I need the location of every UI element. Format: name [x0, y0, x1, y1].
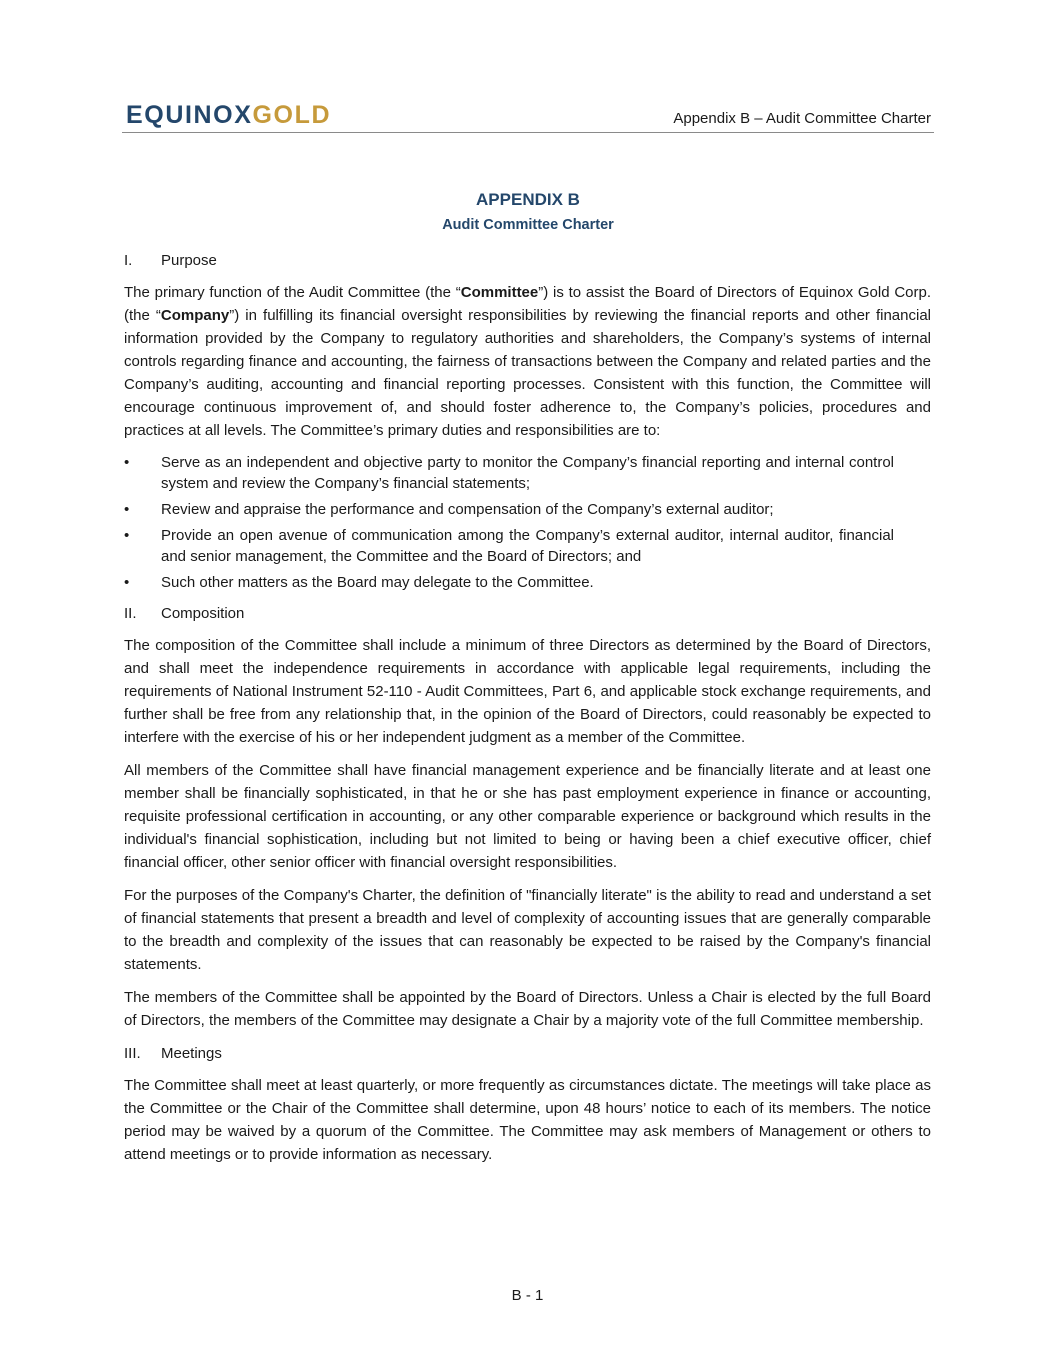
composition-paragraph: For the purposes of the Company's Charter, the definition of "financially literate" is the ability to read and understand a set of financial statements that present a breadth and level of complexity of accounting issues that are generally comparable to the breadth and complexity of the issues that can reasonably be expected to be raised by the Company's financial statements.	[124, 887, 931, 973]
bullet-icon: •	[124, 501, 130, 518]
page-header	[122, 100, 934, 133]
section-heading-meetings	[124, 1042, 931, 1065]
list-item	[124, 525, 931, 567]
text-run: The primary function of the Audit Committee (the “	[124, 284, 461, 301]
list-item	[124, 499, 931, 520]
list-item-text: Such other matters as the Board may delegate to the Committee.	[161, 574, 594, 591]
bullet-icon: •	[124, 527, 130, 544]
header-title: Appendix B – Audit Committee Charter	[673, 110, 931, 127]
section-number: III.	[124, 1045, 141, 1062]
meetings-paragraph: The Committee shall meet at least quarterly, or more frequently as circumstances dictate. The meetings will take place as the Committee or the Chair of the Committee shall determine, upon 48 hours’ notice to each of its members. The notice period may be waived by a quorum of the Committee. The Committee may ask members of Management or others to attend meetings or to provide information as necessary.	[124, 1077, 931, 1163]
section-heading-purpose	[124, 249, 931, 272]
equinox-gold-logo	[126, 102, 331, 128]
text-run: ”) in fulfilling its financial oversight responsibilities by reviewing the financial reports and other financial information provided by the Company to regulatory authorities and shareholders, the Company’s systems of internal controls regarding finance and accounting, the fairness of transactions between the Company and related parties and the Company’s auditing, accounting and financial reporting processes. Consistent with this function, the Committee will encourage continuous improvement of, and should foster adherence to, the Company’s policies, procedures and practices at all levels. The Committee’s primary duties and responsibilities are to:	[124, 307, 931, 439]
list-item-text: Review and appraise the performance and compensation of the Company’s external auditor;	[161, 501, 774, 518]
page-number: B - 1	[511, 1287, 544, 1304]
list-item-text: Serve as an independent and objective party to monitor the Company’s financial reporting and internal control system and review the Company’s financial statements;	[161, 454, 894, 492]
section-number: I.	[124, 252, 133, 269]
duties-list	[124, 452, 931, 593]
document-title: APPENDIX B	[476, 190, 580, 209]
bullet-icon: •	[124, 574, 130, 591]
list-item	[124, 572, 931, 593]
logo-text-gold: GOLD	[252, 101, 332, 129]
list-item	[124, 452, 931, 494]
bullet-icon: •	[124, 454, 130, 471]
document-subtitle: Audit Committee Charter	[442, 217, 614, 233]
defined-term-company: Company	[160, 307, 230, 324]
title-block	[122, 189, 934, 236]
section-title: Meetings	[161, 1045, 222, 1062]
composition-paragraph: The composition of the Committee shall include a minimum of three Directors as determined by the Board of Directors, and shall meet the independence requirements in accordance with applicable legal requirements, including the requirements of National Instrument 52-110 - Audit Committees, Part 6, and applicable stock exchange requirements, and further shall be free from any relationship that, in the opinion of the Board of Directors, could reasonably be expected to interfere with the exercise of his or her independent judgment as a member of the Committee.	[124, 637, 931, 746]
section-title: Composition	[161, 605, 245, 622]
defined-term-committee: Committee	[460, 284, 539, 301]
composition-paragraph: All members of the Committee shall have financial management experience and be financially literate and at least one member shall be financially sophisticated, in that he or she has past employment experience in finance or accounting, requisite professional certification in accounting, or any other comparable experience or background which results in the individual's financial sophistication, including but not limited to being or having been a chief executive officer, chief financial officer, other senior officer with financial oversight responsibilities.	[124, 762, 931, 871]
section-heading-composition	[124, 602, 931, 625]
purpose-paragraph	[124, 281, 931, 442]
text-run: ”) is to assist the Board of Directors of Equinox Gold Corp. (the “	[124, 284, 932, 324]
list-item-text: Provide an open avenue of communication among the Company’s external auditor, internal auditor, financial and senior management, the Committee and the Board of Directors; and	[161, 527, 894, 565]
logo-text-equinox: EQUINOX	[126, 101, 253, 129]
document-body	[124, 249, 931, 1176]
composition-paragraph: The members of the Committee shall be appointed by the Board of Directors. Unless a Chair is elected by the full Board of Directors, the members of the Committee may designate a Chair by a majority vote of the full Committee membership.	[124, 989, 931, 1029]
section-title: Purpose	[161, 252, 217, 269]
section-number: II.	[124, 605, 137, 622]
